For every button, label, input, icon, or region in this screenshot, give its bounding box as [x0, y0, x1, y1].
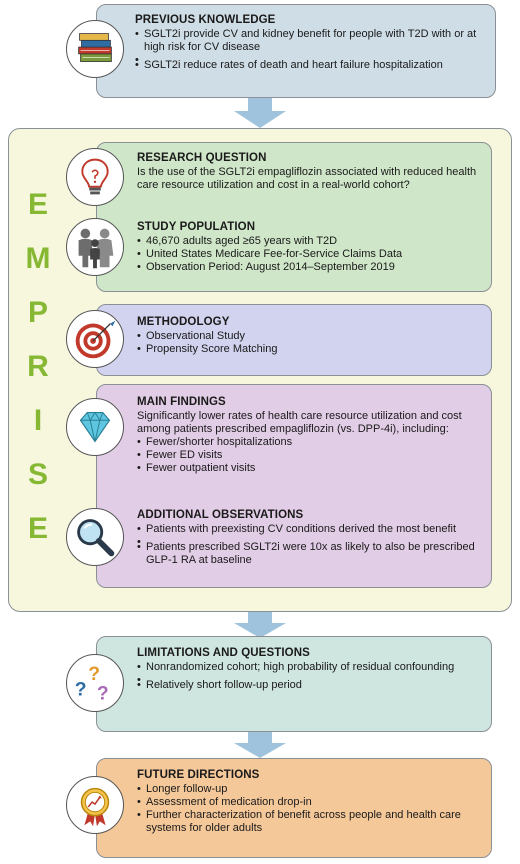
limitations-bullet: • Nonrandomized cohort; high probability of residual confounding — [137, 661, 489, 674]
main-findings-title: MAIN FINDINGS — [137, 396, 226, 408]
svg-text:?: ? — [88, 664, 101, 686]
methodology-bullet: • Observational Study — [137, 330, 487, 343]
emprise-letter: R — [27, 350, 49, 383]
question-marks-icon — [66, 654, 124, 712]
additional-observations-title: ADDITIONAL OBSERVATIONS — [137, 509, 304, 521]
down-arrow-2 — [234, 612, 286, 638]
additional-observations-bullet: • Patients prescribed SGLT2i were 10x as likely to also be prescribed GLP-1 RA at baseline — [137, 541, 489, 567]
down-arrow-1 — [234, 98, 286, 128]
future-directions-box — [96, 758, 492, 858]
main-findings-bullet: • Fewer ED visits — [137, 449, 489, 462]
previous-knowledge-title: PREVIOUS KNOWLEDGE — [135, 14, 276, 26]
main-findings-box — [96, 384, 492, 588]
future-directions-bullet: • Assessment of medication drop-in — [137, 796, 489, 809]
previous-knowledge-bullet: • SGLT2i provide CV and kidney benefit for people with T2D with or at high risk for CV disease — [135, 28, 487, 54]
down-arrow-3 — [234, 732, 286, 758]
future-directions-title: FUTURE DIRECTIONS — [137, 769, 260, 781]
award-chart-icon — [66, 776, 124, 834]
future-directions-bullet: • Longer follow-up — [137, 783, 489, 796]
books-icon — [66, 20, 124, 78]
previous-knowledge-bullet: • SGLT2i reduce rates of death and heart failure hospitalization — [135, 59, 487, 72]
svg-text:?: ? — [96, 683, 109, 705]
emprise-letter: S — [27, 458, 48, 491]
methodology-title: METHODOLOGY — [137, 316, 230, 328]
main-findings-bullet: • Fewer/shorter hospitalizations — [137, 436, 489, 449]
research-question-text: Is the use of the SGLT2i empagliflozin associated with reduced health care resource utilization and cost in a real-world cohort? — [137, 166, 477, 191]
target-icon — [66, 310, 124, 368]
people-icon — [66, 218, 124, 276]
emprise-letter: P — [27, 296, 48, 329]
magnifier-icon — [66, 508, 124, 566]
previous-knowledge-box — [96, 4, 496, 98]
main-findings-bullet: • Fewer outpatient visits — [137, 462, 489, 475]
emprise-letter: E — [27, 512, 48, 545]
methodology-bullet: • Propensity Score Matching — [137, 343, 487, 356]
study-population-bullet: • United States Medicare Fee-for-Service Claims Data — [137, 248, 487, 261]
svg-text:?: ? — [74, 679, 87, 701]
emprise-letter: I — [33, 404, 43, 437]
study-population-title: STUDY POPULATION — [137, 221, 256, 233]
emprise-letters — [20, 178, 56, 556]
methodology-box — [96, 304, 492, 376]
limitations-box — [96, 636, 492, 732]
emprise-letter: M — [25, 242, 51, 275]
limitations-title: LIMITATIONS AND QUESTIONS — [137, 647, 310, 659]
future-directions-bullet: • Further characterization of benefit across people and health care systems for older adults — [137, 809, 489, 835]
main-findings-text: Significantly lower rates of health care resource utilization and cost among patients prescribed empagliflozin (vs. DPP-4i), including: — [137, 410, 462, 435]
research-question-box — [96, 142, 492, 292]
emprise-letter: E — [27, 188, 48, 221]
additional-observations-bullet: • Patients with preexisting CV conditions derived the most benefit — [137, 523, 489, 536]
research-question-title: RESEARCH QUESTION — [137, 152, 267, 164]
study-population-bullet: • Observation Period: August 2014–September 2019 — [137, 261, 487, 274]
study-population-bullet: • 46,670 adults aged ≥65 years with T2D — [137, 235, 487, 248]
lightbulb-icon — [66, 148, 124, 206]
limitations-bullet: • Relatively short follow-up period — [137, 679, 489, 692]
diamond-icon — [66, 398, 124, 456]
